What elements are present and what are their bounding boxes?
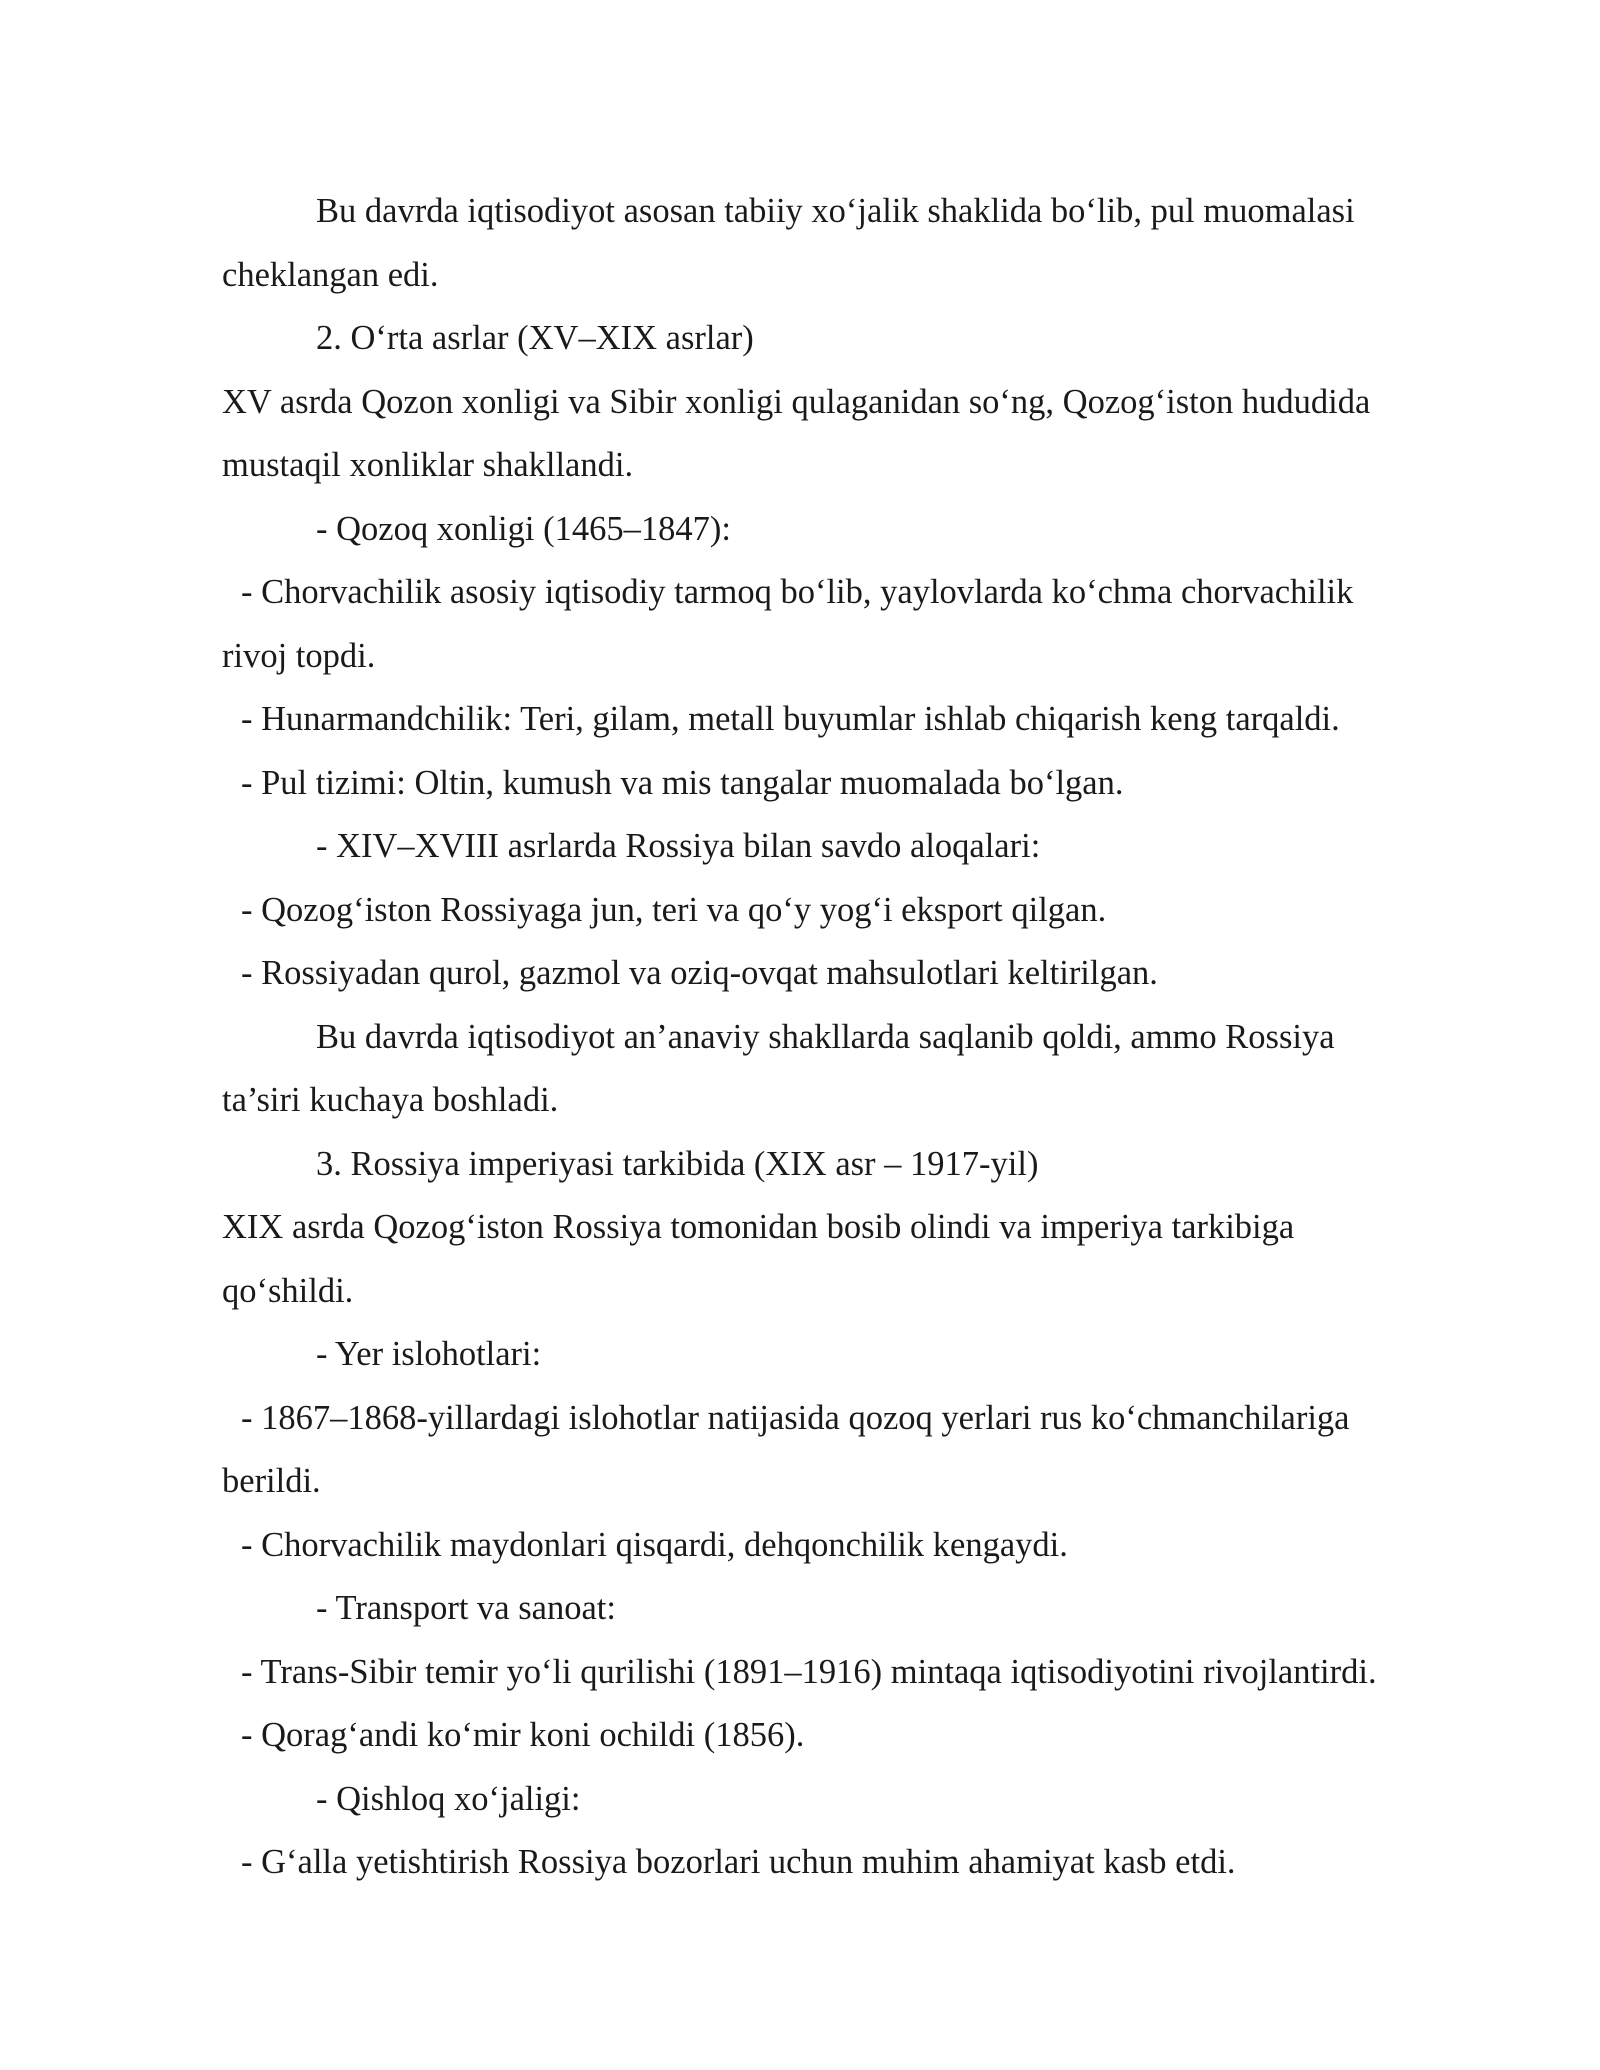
text-line: XIX asrda Qozog‘iston Rossiya tomonidan bosib olindi va imperiya tarkibiga — [222, 1208, 1295, 1246]
text-line: cheklangan edi. — [222, 255, 439, 294]
text-line: berildi. — [222, 1462, 321, 1500]
list-heading: - XIV–XVIII asrlarda Rossiya bilan savdo aloqalari: — [316, 827, 1041, 865]
list-item: - G‘alla yetishtirish Rossiya bozorlari uchun muhim ahamiyat kasb etdi. — [241, 1843, 1236, 1881]
list-item: - Chorvachilik asosiy iqtisodiy tarmoq bo‘lib, yaylovlarda ko‘chma chorvachilik — [241, 573, 1354, 611]
list-item: - Trans-Sibir temir yo‘li qurilishi (1891–1916) mintaqa iqtisodiyotini rivojlantirdi. — [241, 1652, 1377, 1691]
list-item: - Hunarmandchilik: Teri, gilam, metall buyumlar ishlab chiqarish keng tarqaldi. — [241, 700, 1340, 738]
list-heading: - Qishloq xo‘jaligi: — [316, 1779, 581, 1818]
text-line: Bu davrda iqtisodiyot an’anaviy shakllarda saqlanib qoldi, ammo Rossiya — [316, 1017, 1335, 1056]
section-heading: 3. Rossiya imperiyasi tarkibida (XIX asr – 1917-yil) — [316, 1144, 1039, 1183]
document-body — [222, 180, 1462, 1895]
list-heading: - Transport va sanoat: — [316, 1589, 616, 1627]
text-line: rivoj topdi. — [222, 636, 376, 675]
list-heading: - Yer islohotlari: — [316, 1335, 542, 1373]
text-line: qo‘shildi. — [222, 1271, 354, 1310]
list-item: - Qozog‘iston Rossiyaga jun, teri va qo‘y yog‘i eksport qilgan. — [241, 890, 1107, 929]
list-item: - Chorvachilik maydonlari qisqardi, dehqonchilik kengaydi. — [241, 1525, 1068, 1564]
list-item: - 1867–1868-yillardagi islohotlar natijasida qozoq yerlari rus ko‘chmanchilariga — [241, 1398, 1350, 1437]
text-line: ta’siri kuchaya boshladi. — [222, 1081, 559, 1119]
list-item: - Qorag‘andi ko‘mir koni ochildi (1856). — [241, 1716, 805, 1754]
text-line: mustaqil xonliklar shakllandi. — [222, 446, 634, 484]
text-line: Bu davrda iqtisodiyot asosan tabiiy xo‘jalik shaklida bo‘lib, pul muomalasi — [316, 192, 1355, 230]
list-heading: - Qozoq xonligi (1465–1847): — [316, 509, 731, 548]
list-item: - Rossiyadan qurol, gazmol va oziq-ovqat mahsulotlari keltirilgan. — [241, 954, 1158, 992]
text-line: XV asrda Qozon xonligi va Sibir xonligi qulaganidan so‘ng, Qozog‘iston hududida — [222, 382, 1371, 421]
section-heading: 2. O‘rta asrlar (XV–XIX asrlar) — [316, 319, 754, 357]
list-item: - Pul tizimi: Oltin, kumush va mis tangalar muomalada bo‘lgan. — [241, 763, 1124, 802]
